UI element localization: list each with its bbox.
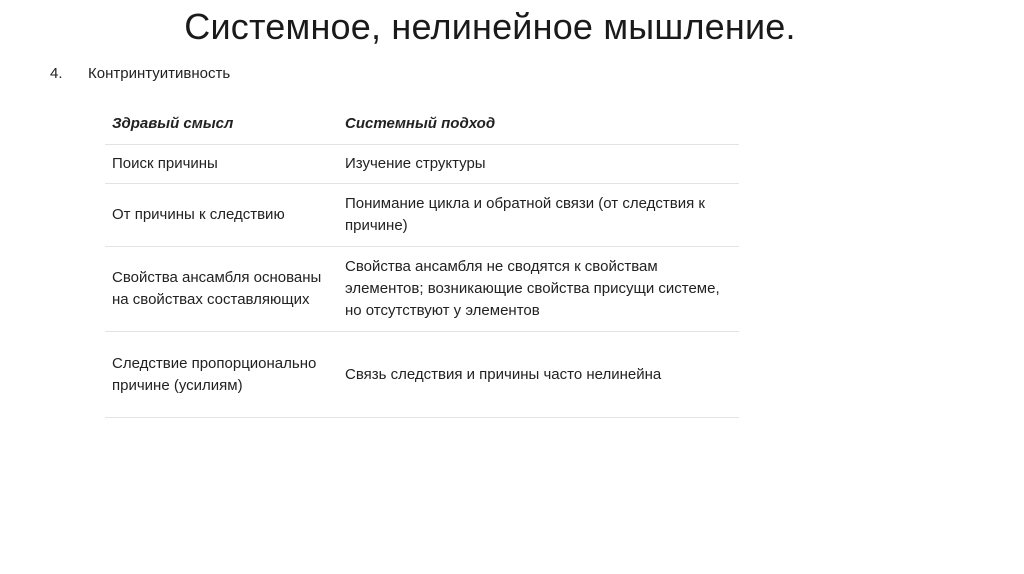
table-cell: Связь следствия и причины часто нелинейна (338, 332, 739, 418)
table-row (105, 332, 739, 418)
table-cell: От причины к следствию (105, 184, 338, 247)
table-row (105, 184, 739, 247)
table-cell: Понимание цикла и обратной связи (от следствия к причине) (338, 184, 739, 247)
numbered-list-item (50, 64, 230, 84)
comparison-table (105, 104, 739, 418)
list-item-number: 4. (50, 65, 63, 82)
table-cell: Поиск причины (105, 145, 338, 184)
table-cell: Свойства ансамбля основаны на свойствах составляющих (105, 247, 338, 332)
column-header-systems-approach: Системный подход (338, 104, 739, 145)
list-item-text: Контринтуитивность (88, 65, 231, 82)
table-cell: Изучение структуры (338, 145, 739, 184)
column-header-common-sense: Здравый смысл (105, 104, 338, 145)
table-row (105, 247, 739, 332)
table-row (105, 145, 739, 184)
slide-title: Системное, нелинейное мышление. (184, 6, 796, 47)
table-cell: Следствие пропорционально причине (усилиям) (105, 332, 338, 418)
table-cell: Свойства ансамбля не сводятся к свойствам элементов; возникающие свойства присущи системе, но отсутствуют у элементов (338, 247, 739, 332)
table-header-row (105, 104, 739, 145)
